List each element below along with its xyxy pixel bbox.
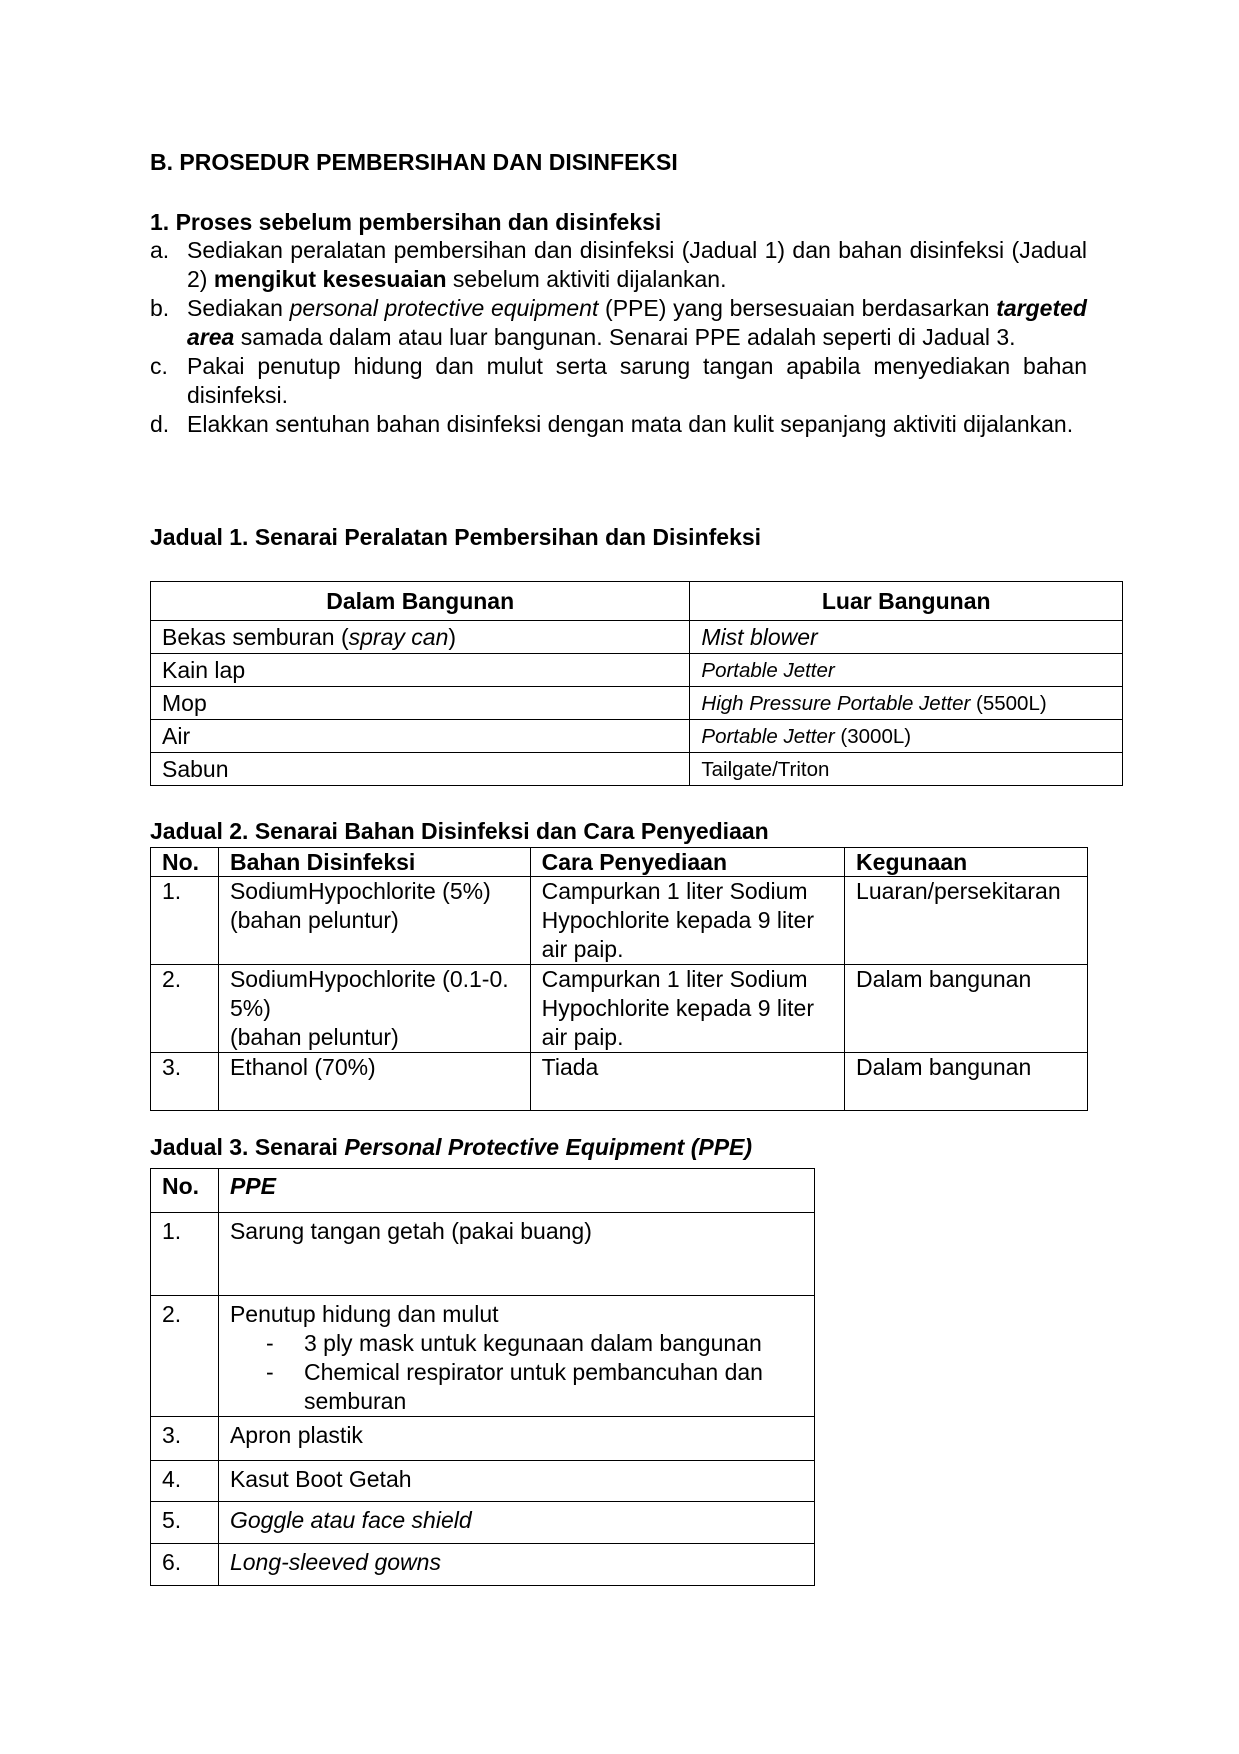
cell-cara: Tiada	[530, 1053, 844, 1111]
step-italic-term: personal protective equipment	[289, 295, 599, 321]
table-header-row	[151, 582, 1123, 621]
step-marker: a.	[150, 237, 170, 263]
cell-text: SodiumHypochlorite (0.1-0.5%)	[229, 966, 509, 1021]
cell-no: 1.	[151, 877, 219, 965]
subsection-title: 1. Proses sebelum pembersihan dan disinfeksi	[150, 209, 662, 235]
cell-bahan	[218, 1053, 530, 1111]
step-b	[150, 294, 1087, 352]
cell-text: Bekas semburan (	[162, 623, 349, 650]
table-row	[151, 1296, 815, 1417]
column-header: PPE	[218, 1169, 814, 1213]
cell-text: SodiumHypochlorite (5%)	[229, 878, 491, 904]
cell-text: (5500L)	[970, 691, 1047, 715]
table-row	[151, 965, 1088, 1053]
step-text: sebelum aktiviti dijalankan.	[446, 266, 727, 292]
cell-luar	[690, 687, 1123, 720]
equipment-table	[150, 581, 1123, 786]
column-header: No.	[151, 848, 219, 877]
cell-cara: Campurkan 1 liter Sodium Hypochlorite kepada 9 liter air paip.	[530, 965, 844, 1053]
column-header: Kegunaan	[845, 848, 1088, 877]
table2-caption: Jadual 2. Senarai Bahan Disinfeksi dan Cara Penyediaan	[150, 818, 769, 844]
column-header: Dalam Bangunan	[151, 582, 690, 621]
cell-bahan	[218, 877, 530, 965]
disinfectant-table	[150, 847, 1088, 1111]
dash-bullet: -	[265, 1359, 274, 1385]
table-row	[151, 1461, 815, 1502]
cell-text: (bahan peluntur)	[229, 1024, 399, 1050]
step-marker: b.	[150, 295, 170, 321]
cell-italic: spray can	[348, 623, 449, 650]
cell-no: 2.	[151, 965, 219, 1053]
cell-luar	[690, 654, 1123, 687]
table-row	[151, 753, 1123, 786]
step-text: Sediakan	[187, 295, 290, 321]
cell-text: (bahan peluntur)	[229, 907, 399, 933]
cell-text: Mop	[162, 689, 207, 716]
cell-no: 5.	[151, 1502, 219, 1544]
column-header: Cara Penyediaan	[530, 848, 844, 877]
cell-kegunaan: Dalam bangunan	[845, 965, 1088, 1053]
sub-item	[230, 1329, 803, 1358]
cell-text: Air	[162, 722, 191, 749]
cell-ppe: Sarung tangan getah (pakai buang)	[218, 1213, 814, 1296]
table1-caption: Jadual 1. Senarai Peralatan Pembersihan dan Disinfeksi	[150, 524, 762, 550]
cell-no: 4.	[151, 1461, 219, 1502]
sub-item-text: Chemical respirator untuk pembancuhan dan semburan	[303, 1359, 763, 1414]
cell-ppe: Apron plastik	[218, 1417, 814, 1461]
cell-ppe: Goggle atau face shield	[218, 1502, 814, 1544]
step-a	[150, 236, 1087, 294]
step-c	[150, 352, 1087, 410]
cell-no: 6.	[151, 1544, 219, 1586]
cell-italic: Mist blower	[701, 623, 818, 650]
cell-ppe: Kasut Boot Getah	[218, 1461, 814, 1502]
cell-ppe	[218, 1296, 814, 1417]
cell-italic: Portable Jetter	[701, 658, 835, 682]
column-header: Bahan Disinfeksi	[218, 848, 530, 877]
caption-italic: Personal Protective Equipment (PPE)	[344, 1134, 753, 1160]
step-marker: c.	[150, 353, 168, 379]
table-row	[151, 1502, 815, 1544]
table-header-row	[151, 848, 1088, 877]
cell-luar	[690, 753, 1123, 786]
cell-luar	[690, 621, 1123, 654]
cell-bahan	[218, 965, 530, 1053]
caption-text: Jadual 3. Senarai	[150, 1134, 345, 1160]
cell-dalam	[151, 621, 690, 654]
step-text: Elakkan sentuhan bahan disinfeksi dengan mata dan kulit sepanjang aktiviti dijalankan.	[187, 411, 1074, 437]
section-title: B. PROSEDUR PEMBERSIHAN DAN DISINFEKSI	[150, 149, 678, 175]
cell-text: Sabun	[162, 755, 229, 782]
cell-no: 3.	[151, 1053, 219, 1111]
cell-dalam	[151, 687, 690, 720]
cell-text: Kain lap	[162, 656, 246, 683]
cell-italic: Portable Jetter	[701, 724, 835, 748]
procedure-steps-list	[150, 236, 1087, 439]
table-row	[151, 621, 1123, 654]
table3-caption	[150, 1134, 752, 1161]
table-row	[151, 1053, 1088, 1111]
sub-item-text: 3 ply mask untuk kegunaan dalam bangunan	[303, 1330, 762, 1356]
cell-dalam	[151, 720, 690, 753]
cell-no: 3.	[151, 1417, 219, 1461]
cell-text: )	[448, 623, 457, 650]
cell-kegunaan: Dalam bangunan	[845, 1053, 1088, 1111]
ppe-table	[150, 1168, 815, 1586]
table-row	[151, 687, 1123, 720]
cell-italic: High Pressure Portable Jetter	[701, 691, 971, 715]
dash-bullet: -	[265, 1330, 274, 1356]
table-row	[151, 654, 1123, 687]
cell-dalam	[151, 753, 690, 786]
step-text: Pakai penutup hidung dan mulut serta sarung tangan apabila menyediakan bahan disinfeksi.	[187, 353, 1087, 408]
column-header: No.	[151, 1169, 219, 1213]
cell-text: Penutup hidung dan mulut	[229, 1301, 499, 1327]
step-emphasis: targeted area	[187, 295, 1087, 350]
cell-cara: Campurkan 1 liter Sodium Hypochlorite kepada 9 liter air paip.	[530, 877, 844, 965]
table-row	[151, 1417, 815, 1461]
table-row	[151, 877, 1088, 965]
table-row	[151, 1213, 815, 1296]
table-row	[151, 1544, 815, 1586]
step-text: (PPE) yang bersesuaian berdasarkan	[598, 295, 997, 321]
cell-no: 2.	[151, 1296, 219, 1417]
sub-item	[230, 1358, 803, 1416]
cell-ppe: Long-sleeved gowns	[218, 1544, 814, 1586]
step-marker: d.	[150, 411, 170, 437]
step-text: samada dalam atau luar bangunan. Senarai PPE adalah seperti di Jadual 3.	[234, 324, 1016, 350]
cell-text: Tailgate/Triton	[701, 757, 830, 781]
cell-dalam	[151, 654, 690, 687]
cell-kegunaan: Luaran/persekitaran	[845, 877, 1088, 965]
table-header-row	[151, 1169, 815, 1213]
step-emphasis: mengikut kesesuaian	[213, 266, 447, 292]
cell-text: Ethanol (70%)	[229, 1054, 376, 1080]
table-row	[151, 720, 1123, 753]
cell-luar	[690, 720, 1123, 753]
cell-text: (3000L)	[834, 724, 912, 748]
step-d	[150, 410, 1087, 439]
step-text: Sediakan peralatan pembersihan dan disinfeksi (Jadual 1) dan bahan disinfeksi (Jadual 2)	[187, 237, 1087, 292]
cell-no: 1.	[151, 1213, 219, 1296]
column-header: Luar Bangunan	[690, 582, 1123, 621]
